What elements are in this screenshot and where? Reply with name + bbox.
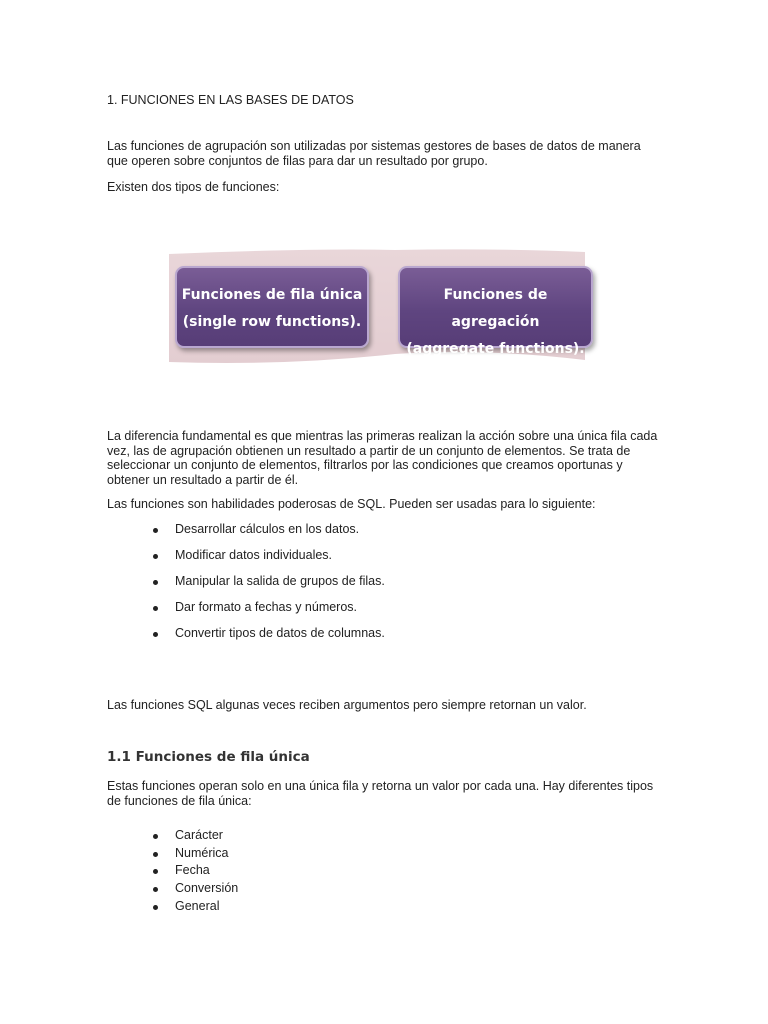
list-item: Carácter	[150, 828, 238, 846]
arguments-note: Las funciones SQL algunas veces reciben argumentos pero siempre retornan un valor.	[107, 698, 587, 712]
difference-line-4: obtener un resultado a partir de él.	[107, 472, 299, 487]
single-row-functions-box	[175, 266, 369, 348]
aggregate-box-line-1: Funciones de agregación	[443, 287, 548, 330]
list-item: Numérica	[150, 846, 238, 864]
section-title: 1.1 Funciones de fila única	[107, 749, 310, 765]
row-function-types-list	[150, 828, 238, 916]
uses-list	[150, 522, 385, 652]
intro-paragraph	[107, 139, 667, 168]
uses-intro: Las funciones son habilidades poderosas de SQL. Pueden ser usadas para lo siguiente:	[107, 497, 596, 511]
document-heading: 1. FUNCIONES EN LAS BASES DE DATOS	[107, 93, 354, 107]
aggregate-box-line-2: (aggregate functions).	[406, 341, 585, 357]
difference-line-3: seleccionar un conjunto de elementos, filtrarlos por las condiciones que creamos oportunas y	[107, 458, 623, 472]
difference-paragraph	[107, 429, 667, 487]
function-types-diagram	[165, 248, 605, 372]
list-item: General	[150, 899, 238, 917]
types-intro: Existen dos tipos de funciones:	[107, 180, 280, 194]
list-item: Fecha	[150, 863, 238, 881]
section-body-line-2: de funciones de fila única:	[107, 793, 252, 808]
list-item: Dar formato a fechas y números.	[150, 600, 385, 626]
intro-line-1: Las funciones de agrupación son utilizadas por sistemas gestores de bases de datos de manera	[107, 139, 641, 153]
aggregate-functions-box	[398, 266, 593, 357]
section-body-line-1: Estas funciones operan solo en una única fila y retorna un valor por cada una. Hay diferentes tipos	[107, 779, 654, 793]
section-body	[107, 779, 667, 808]
list-item: Manipular la salida de grupos de filas.	[150, 574, 385, 600]
difference-line-1: La diferencia fundamental es que mientras las primeras realizan la acción sobre una única fila cada	[107, 429, 658, 443]
list-item: Conversión	[150, 881, 238, 899]
difference-line-2: vez, las de agrupación obtienen un resultado a partir de un conjunto de elementos. Se trata de	[107, 443, 631, 458]
single-row-box-line-1: Funciones de fila única	[181, 287, 363, 303]
list-item: Desarrollar cálculos en los datos.	[150, 522, 385, 548]
single-row-box-line-2: (single row functions).	[182, 314, 362, 330]
intro-line-2: que operen sobre conjuntos de filas para dar un resultado por grupo.	[107, 153, 488, 168]
list-item: Modificar datos individuales.	[150, 548, 385, 574]
list-item: Convertir tipos de datos de columnas.	[150, 626, 385, 652]
